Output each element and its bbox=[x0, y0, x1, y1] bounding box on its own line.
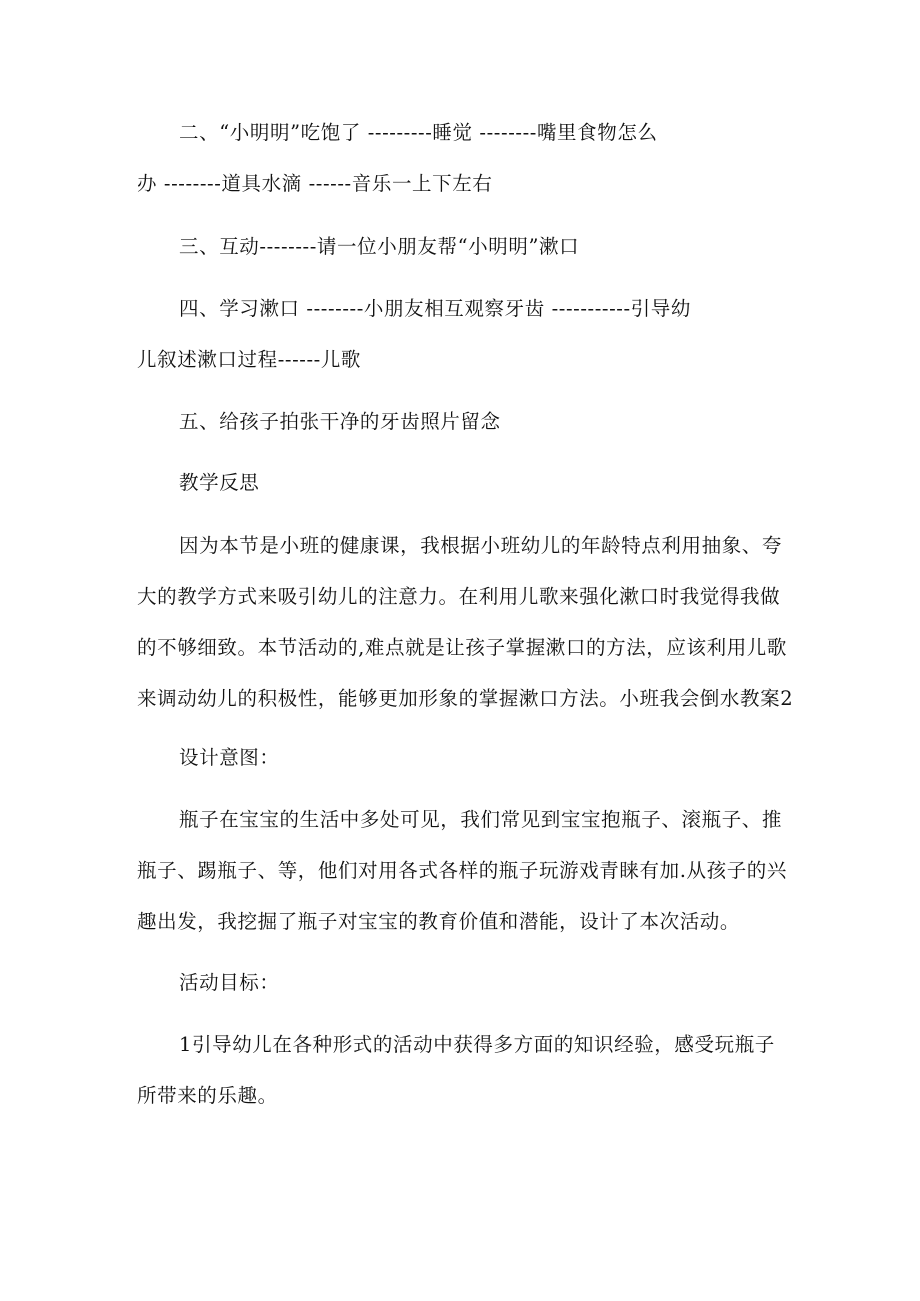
section-heading-goals bbox=[137, 957, 787, 1008]
text-line: 五、给孩子拍张干净的牙齿照片留念 bbox=[179, 410, 501, 433]
text-line: 儿叙述漱口过程------儿歌 bbox=[137, 348, 362, 371]
text-line: 的不够细致。本节活动的,难点就是让孩子掌握漱口的方法，应该利用儿歌 bbox=[137, 636, 787, 659]
text-line: 办 --------道具水滴 ------音乐一上下左右 bbox=[137, 172, 493, 195]
paragraph-step-3 bbox=[137, 221, 787, 272]
paragraph-goal-1 bbox=[137, 1019, 787, 1121]
text-line: 因为本节是小班的健康课，我根据小班幼儿的年龄特点利用抽象、夸 bbox=[179, 534, 783, 557]
section-heading-reflection bbox=[137, 457, 787, 508]
text-line: 活动目标： bbox=[179, 971, 280, 994]
text-line: 四、学习漱口 --------小朋友相互观察牙齿 -----------引导幼 bbox=[179, 297, 691, 320]
text-line: 大的教学方式来吸引幼儿的注意力。在利用儿歌来强化漱口时我觉得我做 bbox=[137, 585, 781, 608]
text-line: 趣出发，我挖掘了瓶子对宝宝的教育价值和潜能，设计了本次活动。 bbox=[137, 910, 741, 933]
text-line: 瓶子在宝宝的生活中多处可见，我们常见到宝宝抱瓶子、滚瓶子、推 bbox=[179, 808, 783, 831]
text-line: 1引导幼儿在各种形式的活动中获得多方面的知识经验，感受玩瓶子 bbox=[179, 1033, 775, 1056]
section-heading-design-intent bbox=[137, 732, 787, 783]
text-line: 瓶子、踢瓶子、等，他们对用各式各样的瓶子玩游戏青睐有加.从孩子的兴 bbox=[137, 859, 787, 882]
text-line: 教学反思 bbox=[179, 471, 260, 494]
paragraph-step-2 bbox=[137, 107, 787, 209]
text-line: 三、互动--------请一位小朋友帮“小明明”漱口 bbox=[179, 235, 580, 258]
text-line: 二、“小明明”吃饱了 ---------睡觉 --------嘴里食物怎么 bbox=[179, 121, 658, 144]
paragraph-step-5 bbox=[137, 396, 787, 447]
paragraph-reflection bbox=[137, 520, 794, 724]
text-line: 来调动幼儿的积极性，能够更加形象的掌握漱口方法。小班我会倒水教案2 bbox=[137, 687, 794, 710]
paragraph-design-intent bbox=[137, 794, 787, 947]
paragraph-step-4 bbox=[137, 283, 787, 385]
text-line: 所带来的乐趣。 bbox=[137, 1084, 278, 1107]
text-line: 设计意图： bbox=[179, 746, 280, 769]
